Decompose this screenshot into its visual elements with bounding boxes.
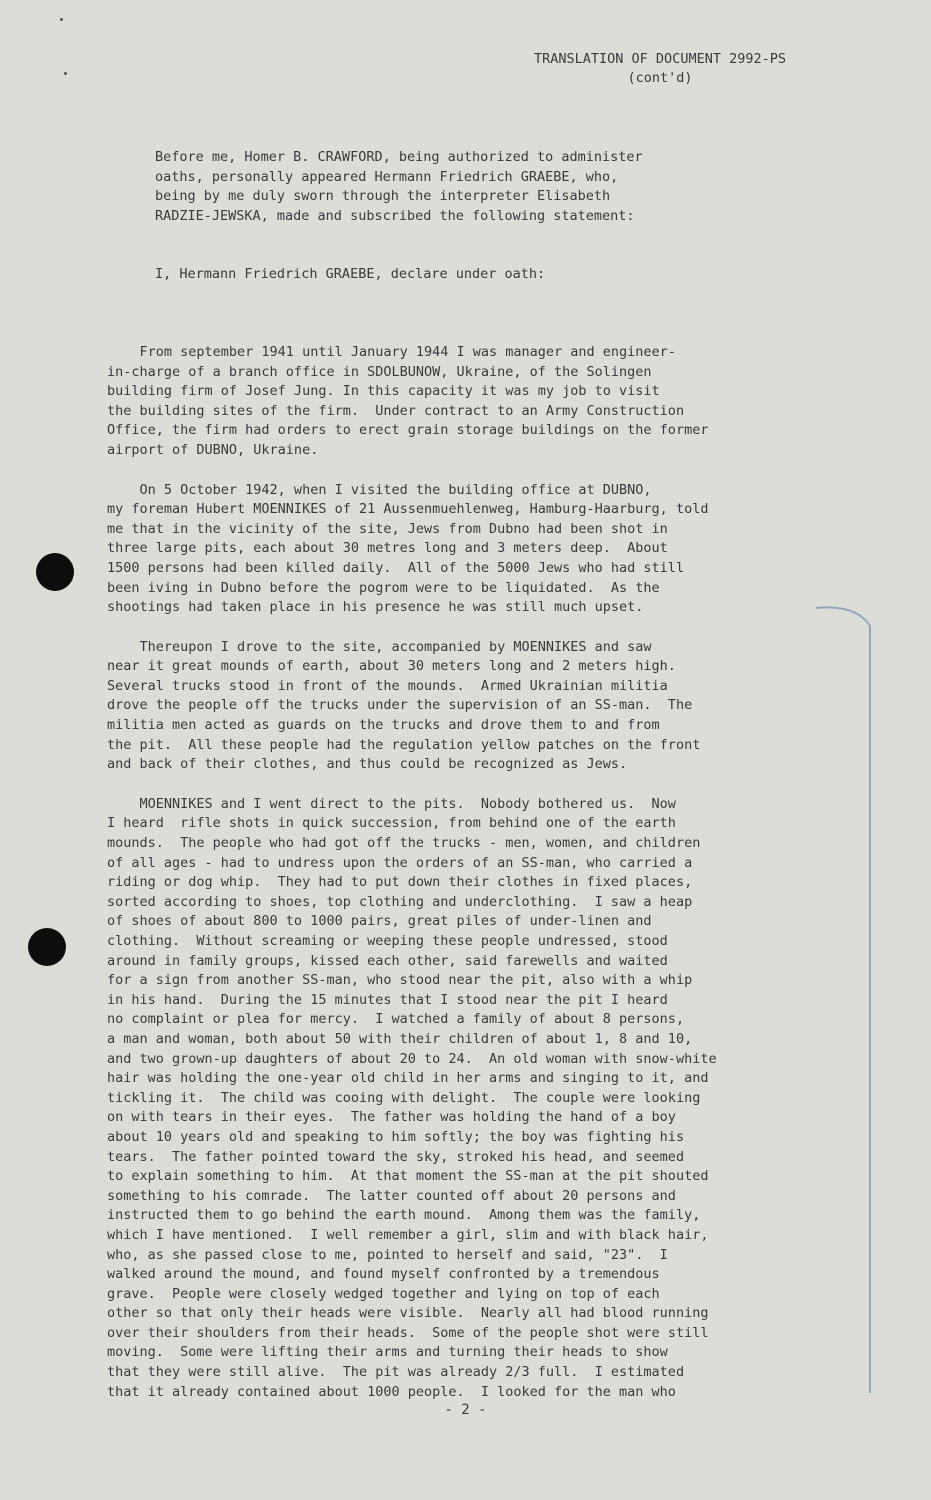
text-line: who, as she passed close to me, pointed to herself and said, "23". I — [107, 1246, 668, 1263]
text-line: sorted according to shoes, top clothing and underclothing. I saw a heap — [107, 893, 693, 910]
text-line: 1500 persons had been killed daily. All of the 5000 Jews who had still — [107, 559, 685, 576]
text-line: Thereupon I drove to the site, accompanied by MOENNIKES and saw — [107, 638, 652, 655]
document-header — [500, 50, 820, 88]
intro-line: RADZIE-JEWSKA, made and subscribed the following statement: — [155, 207, 635, 224]
text-line: my foreman Hubert MOENNIKES of 21 Aussenmuehlenweg, Hamburg-Haarburg, told — [107, 501, 709, 518]
text-line: building firm of Josef Jung. In this capacity it was my job to visit — [107, 383, 660, 400]
paragraph-october-visit — [107, 481, 847, 618]
text-line: to explain something to him. At that moment the SS-man at the pit shouted — [107, 1168, 709, 1185]
intro-paragraph — [155, 148, 847, 226]
text-line: that they were still alive. The pit was already 2/3 full. I estimated — [107, 1364, 685, 1381]
intro-line: being by me duly sworn through the interpreter Elisabeth — [155, 188, 611, 205]
text-line: around in family groups, kissed each other, said farewells and waited — [107, 952, 668, 969]
intro-line: oaths, personally appeared Hermann Friedrich GRAEBE, who, — [155, 168, 619, 185]
text-line: something to his comrade. The latter counted off about 20 persons and — [107, 1187, 676, 1204]
text-line: about 10 years old and speaking to him softly; the boy was fighting his — [107, 1128, 685, 1145]
text-line: militia men acted as guards on the trucks and drove them to and from — [107, 717, 660, 734]
header-continued: (cont'd) — [627, 70, 693, 86]
page-number: - 2 - — [444, 1402, 487, 1418]
text-line: Office, the firm had orders to erect grain storage buildings on the former — [107, 422, 709, 439]
paragraph-pits — [107, 795, 847, 1402]
text-line: instructed them to go behind the earth mound. Among them was the family, — [107, 1207, 701, 1224]
text-line: in his hand. During the 15 minutes that I stood near the pit I heard — [107, 991, 668, 1008]
text-line: tickling it. The child was cooing with delight. The couple were looking — [107, 1089, 701, 1106]
text-line: Several trucks stood in front of the mounds. Armed Ukrainian militia — [107, 677, 668, 694]
document-body — [107, 148, 847, 1402]
text-line: riding or dog whip. They had to put down their clothes in fixed places, — [107, 874, 693, 891]
text-line: tears. The father pointed toward the sky, stroked his head, and seemed — [107, 1148, 685, 1165]
text-line: and back of their clothes, and thus could be recognized as Jews. — [107, 756, 628, 773]
text-line: that it already contained about 1000 people. I looked for the man who — [107, 1383, 676, 1400]
text-line: shootings had taken place in his presence he was still much upset. — [107, 599, 644, 616]
text-line: other so that only their heads were visible. Nearly all had blood running — [107, 1305, 709, 1322]
text-line: airport of DUBNO, Ukraine. — [107, 441, 319, 458]
text-line: which I have mentioned. I well remember a girl, slim and with black hair, — [107, 1226, 709, 1243]
text-line: I heard rifle shots in quick succession, from behind one of the earth — [107, 815, 676, 832]
text-line: grave. People were closely wedged together and lying on top of each — [107, 1285, 660, 1302]
speck-mark — [60, 18, 63, 21]
text-line: three large pits, each about 30 metres long and 3 meters deep. About — [107, 540, 668, 557]
text-line: the building sites of the firm. Under contract to an Army Construction — [107, 402, 685, 419]
text-line: a man and woman, both about 50 with their children of about 1, 8 and 10, — [107, 1030, 693, 1047]
text-line: in-charge of a branch office in SDOLBUNOW, Ukraine, of the Solingen — [107, 363, 652, 380]
text-line: moving. Some were lifting their arms and turning their heads to show — [107, 1344, 668, 1361]
text-line: On 5 October 1942, when I visited the building office at DUBNO, — [107, 481, 652, 498]
text-line: drove the people off the trucks under the supervision of an SS-man. The — [107, 697, 693, 714]
text-line: on with tears in their eyes. The father was holding the hand of a boy — [107, 1109, 676, 1126]
text-line: walked around the mound, and found myself confronted by a tremendous — [107, 1266, 660, 1283]
text-line: over their shoulders from their heads. Some of the people shot were still — [107, 1324, 709, 1341]
declaration-text: I, Hermann Friedrich GRAEBE, declare under oath: — [155, 266, 546, 283]
text-line: the pit. All these people had the regulation yellow patches on the front — [107, 736, 701, 753]
paragraph-site — [107, 638, 847, 775]
punch-hole — [36, 553, 74, 591]
text-line: me that in the vicinity of the site, Jews from Dubno had been shot in — [107, 520, 668, 537]
text-line: mounds. The people who had got off the trucks - men, women, and children — [107, 835, 701, 852]
punch-hole — [28, 928, 66, 966]
declaration-line — [155, 265, 847, 285]
paragraph-employment — [107, 343, 847, 461]
text-line: near it great mounds of earth, about 30 meters long and 2 meters high. — [107, 658, 676, 675]
text-line: for a sign from another SS-man, who stood near the pit, also with a whip — [107, 972, 693, 989]
margin-pencil-mark — [866, 608, 872, 1393]
text-line: of all ages - had to undress upon the orders of an SS-man, who carried a — [107, 854, 693, 871]
header-title: TRANSLATION OF DOCUMENT 2992-PS — [534, 51, 786, 67]
text-line: From september 1941 until January 1944 I was manager and engineer- — [107, 343, 676, 360]
intro-line: Before me, Homer B. CRAWFORD, being authorized to administer — [155, 149, 643, 165]
text-line: hair was holding the one-year old child in her arms and singing to it, and — [107, 1070, 709, 1087]
text-line: clothing. Without screaming or weeping these people undressed, stood — [107, 933, 668, 949]
text-line: been iving in Dubno before the pogrom were to be liquidated. As the — [107, 579, 660, 596]
text-line: MOENNIKES and I went direct to the pits. Nobody bothered us. Now — [107, 795, 676, 812]
text-line: and two grown-up daughters of about 20 to 24. An old woman with snow-white — [107, 1050, 717, 1067]
text-line: of shoes of about 800 to 1000 pairs, great piles of under-linen and — [107, 913, 652, 930]
speck-mark — [64, 72, 67, 75]
text-line: no complaint or plea for mercy. I watched a family of about 8 persons, — [107, 1011, 685, 1028]
